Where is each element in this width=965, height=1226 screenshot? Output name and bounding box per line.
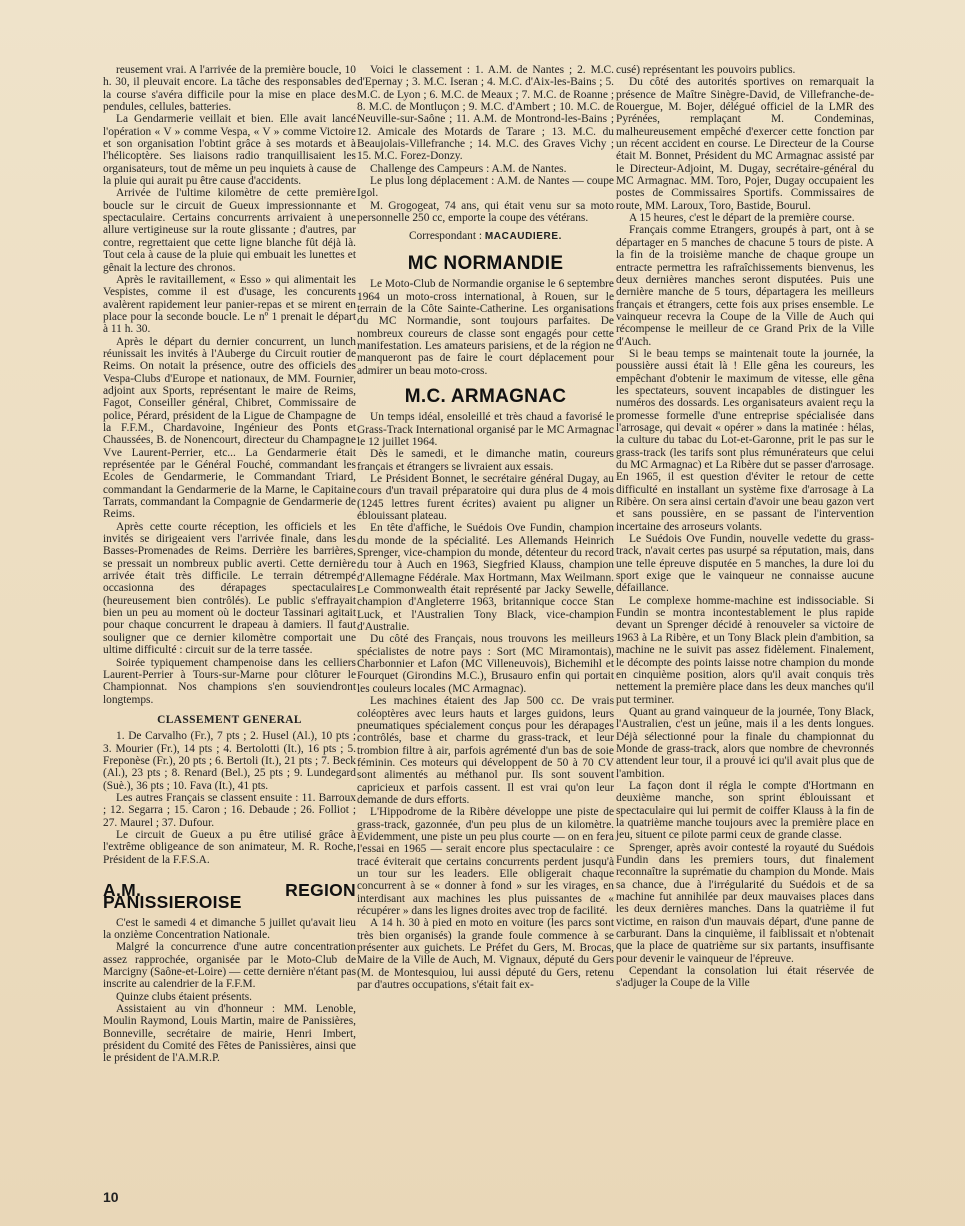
correspondant-label: Correspondant :: [408, 230, 483, 243]
column-1: [103, 64, 356, 1065]
paragraph: Quant au grand vainqueur de la journée, Tony Black, l'Australien, c'est un jeûne, mais il a les dents longues. Déjà sélectionné pour la finale du championnat du Monde de grass-track, alors que nombre de chevronnés attendent leur tour, il a prouvé ici qu'il avait plus que de l'ambition.: [616, 705, 874, 780]
paragraph: Si le beau temps se maintenait toute la journée, la poussière aussi était là ! Elle gêna les coureurs, les empêchant d'obtenir le maximum de vitesse, elle gêna les spectateurs, souvent incapables de distinguer les numéros des dossards. Les organisateurs avaient reçu la promesse formelle d'une entreprise spécialisée dans l'arrosage, qui devait « opérer » dans la matinée : hélas, la culture du tabac du Lot-et-Garonne, prit le pas sur le grass-track (les tarifs sont plus rémunérateurs que celui du MC Armagnac) et La Ribère dut se passer d'arrosage. En 1965, il est question d'éviter le retour de cette difficulté en installant un système fixe d'arrosage à La Ribère. On sera ainsi certain d'avoir une beau gazon vert et sans poussière, en se passant de l'intervention incertaine des arroseurs volants.: [616, 347, 874, 533]
page-number: 10: [103, 1189, 119, 1205]
paragraph: Quinze clubs étaient présents.: [116, 990, 253, 1003]
paragraph: Arrivée de l'ultime kilomètre de cette première boucle sur le circuit de Gueux impressionnante et spectaculaire. Certains concurrents arrivaient à une allure vertigineuse sur la route glissante ; d'autres, par contre, regrettaient que cette ligne blanche fût déjà là. Tout cela à cause de la pluie qui embuait les lunettes et gênait la lecture des chronos.: [103, 187, 356, 274]
paragraph: Sprenger, après avoir contesté la royauté du Suédois Fundin dans les premiers tours, dut finalement reconnaître la suprématie du champion du Monde. Mais sa chance, due à l'irrégularité du Suédois et de sa machine fut annihilée par deux mauvaises places dans les deux dernières manches. Dans la quatrième il fut victime, en raison d'un mauvais départ, d'une panne de carburant. Dans la cinquième, il faiblissait et n'obtenait que la place de quatrième sur six partants, insuffisante pour devenir le vainqueur de l'épreuve.: [616, 841, 874, 965]
paragraph: En tête d'affiche, le Suédois Ove Fundin, champion du monde de la spécialité. Les Allemands Heinrich Sprenger, vice-champion du monde, détenteur du record du tour à Auch en 1963, Siegfried Klauss, champion d'Allemagne Fédérale. Max Hortmann, Max Weilmann. Le Commonwealth était représenté par Jacky Sewelle, champion d'Angleterre 1963, britannique cocce Stan Luck, et l'Australien Tony Black, vice-champion d'Australie.: [357, 522, 614, 634]
paragraph: C'est le samedi 4 et dimanche 5 juillet qu'avait lieu la onzième Concentration Nationale.: [103, 916, 356, 942]
paragraph: Après le ravitaillement, « Esso » qui alimentait les Vespistes, comme il est d'usage, les concurents avalèrent rapidement leur panier-repas et se mirent en place pour la seconde boucle. Le nº 1 prenait le départ à 11 h. 30.: [103, 273, 356, 336]
paragraph: A 14 h. 30 à pied en moto en voiture (les parcs sont très bien organisés) la grande foule commence à se présenter aux guichets. Le Préfet du Gers, M. Brocas, Maire de la Ville de Auch, M. Vignaux, député du Gers (M. de Montesquiou, lui aussi député du Gers, retenu par d'autres occupations, s'était fait ex-: [357, 917, 614, 992]
paragraph: Le plus long déplacement : A.M. de Nantes — coupe Igol.: [357, 175, 614, 200]
paragraph: Le Suédois Ove Fundin, nouvelle vedette du grass-track, n'avait certes pas usurpé sa réputation, mais, dans une telle épreuve disputée en 5 manches, la dure loi du sport exige que le vainqueur ne connaisse aucune défaillance.: [616, 533, 874, 595]
paragraph: La façon dont il régla le compte d'Hortmann en deuxième manche, son sprint éblouissant et spectaculaire qui lui permit de coiffer Klauss à la fin de la quatrième manche toujours avec la première place en jeu, situent ce pilote parmi ceux de grande classe.: [616, 779, 874, 842]
paragraph: Le Moto-Club de Normandie organise le 6 septembre 1964 un moto-cross international, à Rouen, sur le terrain de la Côte Sainte-Catherine. Les organisations du MC Normandie, sont toujours parfaites. De nombreux coureurs de classe sont engagés pour cette manifestation. Les amateurs parisiens, et de la région ne manqueront pas de faire le court déplacement pour admirer un beau moto-cross.: [357, 278, 614, 377]
section-heading-armagnac: M.C. ARMAGNAC: [404, 385, 567, 407]
paragraph: Le Président Bonnet, le secrétaire général Dugay, au cours d'un travail préparatoire qui dura plus de 4 mois (1245 lettres furent écrites) avaient pu aligner un éblouissant plateau.: [357, 472, 614, 522]
paragraph: Soirée typiquement champenoise dans les celliers Laurent-Perrier à Tours-sur-Marne pour clôturer le Championnat. Nos champions s'en souviendront longtemps.: [103, 656, 356, 706]
column-2: [357, 64, 614, 991]
paragraph: Voici le classement : 1. A.M. de Nantes ; 2. M.C. d'Epernay ; 3. M.C. Iseran ; 4. M.C. d'Aix-les-Bains ; 5. M.C. de Lyon ; 6. M.C. de Meaux ; 7. M.C. de Roanne ; 8. M.C. de Montluçon ; 9. M.C. d'Ambert ; 10. M.C. de Neuville-sur-Saône ; 11. A.M. de Montrond-les-Bains ; 12. Amicale des Motards de Tarare ; 13. M.C. du Beaujolais-Villefranche ; 14. M.C. des Graves Vichy ; 15. M.C. Forez-Donzy.: [357, 64, 614, 163]
classement-heading: CLASSEMENT GENERAL: [157, 713, 302, 726]
paragraph: Français comme Etrangers, groupés à part, ont à se départager en 5 manches de chacune 5 tours de piste. A la fin de la troisième manche de chaque groupe un entracte permettra les rafraîchissements bienvenus, les deux dernières manches seront disputées. Puis une dernière manche de 5 tours, départagera les meilleurs français et étrangers, cette fois aux prises ensemble. Le vainqueur recevra la Coupe de la Ville de Auch qui récompense le meilleur de ce Grand Prix de la Ville d'Auch.: [616, 224, 874, 348]
paragraph: Cependant la consolation lui était réservée de s'adjuger la Coupe de la Ville: [616, 965, 874, 990]
paragraph: A 15 heures, c'est le départ de la première course.: [629, 212, 855, 225]
paragraph: reusement vrai. A l'arrivée de la première boucle, 10 h. 30, il pleuvait encore. La tâche des responsables de la course s'avéra difficile pour la mise en place des pendules, cellules, batteries.: [103, 64, 356, 114]
section-heading-panissieroise: A.M. REGION PANISSIEROISE: [103, 880, 356, 913]
paragraph: M. Grogogeat, 74 ans, qui était venu sur sa moto personnelle 250 cc, emporte la coupe des vétérans.: [357, 199, 614, 225]
paragraph: Le circuit de Gueux a pu être utilisé grâce à l'extrême obligeance de son animateur, M. R. Roche, Président de la F.F.S.A.: [103, 828, 356, 866]
column-3: [616, 64, 874, 990]
correspondant-name: MACAUDIERE.: [484, 231, 563, 243]
paragraph: Après le départ du dernier concurrent, un lunch réunissait les invités à l'Auberge du Circuit routier de Reims. On notait la présence, outre des officiels des Vespa-Clubs d'Europe et nationaux, de MM. Fournier, adjoint aux Sports, représentant le maire de Reims, Fagot, Conseiller général, Chibret, Commissaire de police, Pérard, président de la Ligue de Champagne de la F.F.M., Chardavoine, Ingénieur des Ponts et Chaussées, B. de Nonencourt, directeur du Champagne Vve Laurent-Perrier, etc... La Gendarmerie était représentée par le Général Fouché, commandant les Ecoles de Gendarmerie, le Commandant Triard, commandant la Gendarmerie de la Marne, le Capitaine Tarrats, commandant la Compagnie de Gendarmerie de Reims.: [103, 335, 356, 521]
paragraph: Les machines étaient des Jap 500 cc. De vrais coléoptères avec leurs hauts et larges guidons, leurs pneumatiques spécialement conçus pour les dérapages contrôlés, base et charme du grass-track, et leur trombion filtre à air, parfois agrémenté d'un bas de soie féminin. Ces moteurs qui développent de 50 à 70 CV sont alimentés au méthanol pur. Ils sont souvent capricieux et parfois cassent. Il est vrai qu'on leur demande de durs efforts.: [357, 695, 614, 806]
paragraph: Du côté des autorités sportives on remarquait la présence de Maître Sinègre-David, de Villefranche-de-Rouergue, M. Bojer, délégué officiel de la LMR des Pyrénées, remplaçant M. Condeminas, malheureusement empêché d'exercer cette fonction par un récent accident en course. Le Directeur de la Course était M. Bonnet, Président du MC Armagnac assisté par le Directeur-Adjoint, M. Dugay, secrétaire-général du MC Armagnac. MM. Toro, Pojer, Dugay occupaient les postes de Commissaires Sportifs. Commissaires de route, MM. Laroux, Toro, Bastide, Bourul.: [616, 76, 874, 212]
paragraph: Challenge des Campeurs : A.M. de Nantes.: [370, 162, 567, 175]
paragraph: Dès le samedi, et le dimanche matin, coureurs français et étrangers se livraient aux essais.: [357, 448, 614, 473]
paragraph: cusé) représentant les pouvoirs publics.: [616, 64, 796, 76]
paragraph: Un temps idéal, ensoleillé et très chaud a favorisé le Grass-Track International organisé par le MC Armagnac le 12 juillet 1964.: [357, 411, 614, 448]
paragraph: Le complexe homme-machine est indissociable. Si Fundin se montra incontestablement le plus rapide devant un Sprenger décidé à renouveler sa victoire de 1963 à La Ribère, et un Tony Black plein d'ambition, sa machine ne le suivit pas assez fidèlement. Finalement, le décompte des points laisse notre champion du monde en cinquième position, alors qu'il avait conquis très nettement la première place dans les deux manches qu'il put terminer.: [616, 594, 874, 706]
paragraph: Du côté des Français, nous trouvons les meilleurs spécialistes de notre pays : Sort (MC Miramontais), Charbonnier et Lafon (MC Villeneuvois), Bichemihl et Fourquet (Girondins M.C.), Brusauro enfin qui portait les couleurs locales (MC Armagnac).: [357, 633, 614, 695]
paragraph: Les autres Français se classent ensuite : 11. Barroux ; 12. Segarra ; 15. Caron ; 16. Debaude ; 26. Folliot ; 27. Maurel ; 37. Dufour.: [103, 791, 356, 829]
correspondant-line: [357, 230, 614, 243]
paragraph: Après cette courte réception, les officiels et les invités se dirigeaient vers l'arrivée finale, dans les Basses-Promenades de Reims. Derrière les barrières, se pressait un nombreux public averti. Cette dernière arrivée était très difficile. Le terrain détrempé occasionna des dérapages spectaculaires (heureusement bien contrôlés). Le public s'effrayait bien un peu au moment où le docteur Tassinari agitait pour chaque concurrent le drapeau à damiers. Il faut souligner que ce dernier kilomètre comportait une ultime difficulté : circuit sur de la terre tassée.: [103, 520, 356, 657]
paragraph: Assistaient au vin d'honneur : MM. Lenoble, Moulin Raymond, Louis Martin, maire de Panissières, Bonneville, secrétaire de mairie, Henri Imbert, président du Comité des Fêtes de Panissières, ainsi que le président de l'A.M.R.P.: [103, 1003, 356, 1065]
paragraph: L'Hippodrome de la Ribère développe une piste de grass-track, gazonnée, d'un peu plus de un kilomètre. Evidemment, une piste un peu plus courte — on en fera l'essai en 1965 — serait encore plus spectaculaire : ce tracé éviterait que certains concurrents perdent jusqu'à un tour sur les leaders. Elle obligerait chaque concurrent à se « donner à fond » sur les virages, en interdisant aux machines les plus puissantes de « récupérer » dans les lignes droites avec trop de facilité.: [357, 806, 614, 917]
paragraph: Malgré la concurrence d'une autre concentration assez rapprochée, organisée par le Moto-Club de Marcigny (Saône-et-Loire) — cette dernière n'étant pas inscrite au calendrier de la F.F.M.: [103, 941, 356, 991]
paragraph: 1. De Carvalho (Fr.), 7 pts ; 2. Husel (Al.), 10 pts ; 3. Mourier (Fr.), 14 pts ; 4. Bertolotti (It.), 16 pts ; 5. Freponèse (Fr.), 20 pts ; 6. Bertoli (It.), 21 pts ; 7. Beck (Al.), 23 pts ; 8. Renard (Bel.), 25 pts ; 9. Lundegard (Suè.), 36 pts ; 10. Fava (It.), 41 pts.: [103, 730, 356, 792]
section-heading-normandie: MC NORMANDIE: [407, 252, 564, 274]
paragraph: La Gendarmerie veillait et bien. Elle avait lancé l'opération « V » comme Vespa, « V » comme Victoire et son organisation l'obtint grâce à ses motards et à l'hélicoptère. Ses liaisons radio tranquillisaient les organisateurs, tout de même un peu inquiets à cause de la pluie qui aurait pu être cause d'accidents.: [103, 113, 356, 188]
